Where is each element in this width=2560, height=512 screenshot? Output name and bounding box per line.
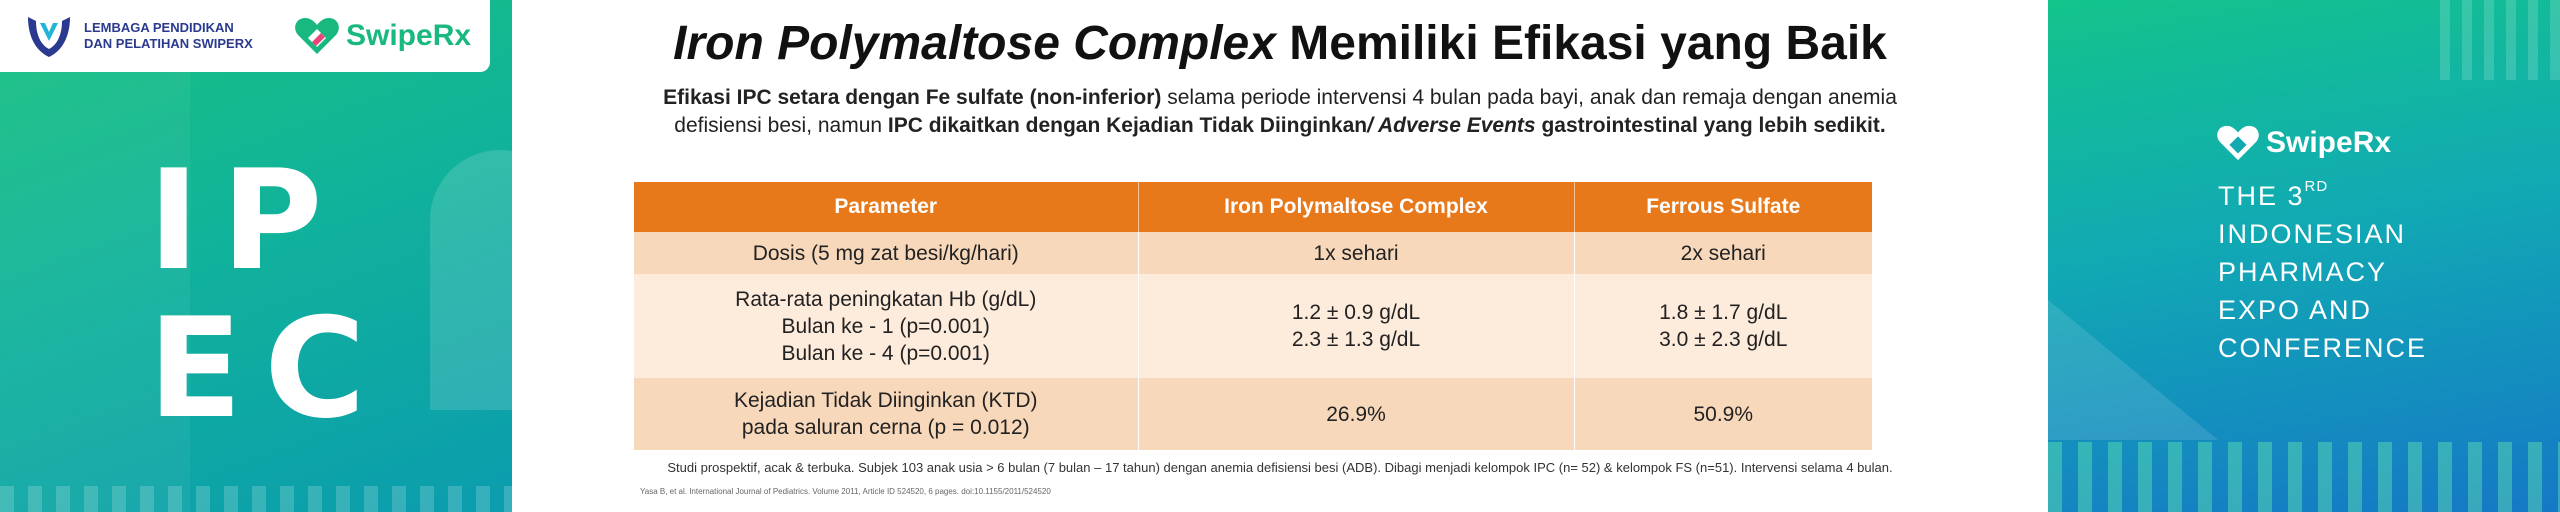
cell-param-ktd — [634, 378, 1138, 450]
cell-text: Bulan ke - 1 (p=0.001) — [781, 314, 990, 338]
cell-text: 1x sehari — [1313, 241, 1399, 265]
cell-ipc-ktd — [1138, 378, 1574, 450]
summary-bold-3: IPC dikaitkan dengan Kejadian Tidak Diinginkan — [887, 114, 1368, 137]
expo-line-3: PHARMACY — [2218, 257, 2388, 287]
citation-reference: Yasa B, et al. International Journal of Pediatrics. Volume 2011, Article ID 524520, 6 pages. doi:10.1155/2011/524520 — [640, 487, 1051, 496]
expo-title — [2218, 172, 2427, 367]
decorative-stripes — [2440, 0, 2560, 80]
expo-line-1-main: THE 3 — [2218, 181, 2305, 211]
table-row — [634, 274, 1872, 378]
swiperx-wordmark: SwipeRx — [346, 19, 472, 52]
cell-text: Rata-rata peningkatan Hb (g/dL) — [735, 287, 1037, 311]
cell-text: 26.9% — [1326, 402, 1386, 426]
lpp-logo — [22, 13, 254, 59]
lpp-emblem-icon — [22, 13, 76, 59]
cell-text: 1.2 ± 0.9 g/dL — [1291, 301, 1421, 324]
title-rest: Memiliki Efikasi yang Baik — [1275, 17, 1887, 70]
lpp-text-line-1: LEMBAGA PENDIDIKAN — [84, 20, 234, 35]
cell-param-hb — [634, 274, 1138, 378]
table-row — [634, 378, 1872, 450]
cell-text: 3.0 ± 2.3 g/dL — [1659, 328, 1788, 351]
cell-ipc-hb — [1138, 274, 1574, 378]
summary-paragraph — [662, 84, 1898, 140]
cell-text: 50.9% — [1693, 402, 1754, 426]
logo-bar — [0, 0, 490, 72]
cell-text: 2x sehari — [1680, 241, 1766, 265]
summary-bold-italic-4: / Adverse Events — [1367, 114, 1536, 137]
expo-line-2: INDONESIAN — [2218, 219, 2407, 249]
summary-bold-5: gastrointestinal yang lebih sedikit. — [1535, 114, 1886, 137]
cell-text: Kejadian Tidak Diinginkan (KTD) — [734, 389, 1038, 412]
comparison-table — [634, 182, 1872, 450]
main-content — [512, 0, 2048, 512]
study-footnote: Studi prospektif, acak & terbuka. Subjek 103 anak usia > 6 bulan (7 bulan – 17 tahun) dengan anemia defisiensi besi (ADB). Dibagi menjadi kelompok IPC (n= 52) & kelompok FS (n=51). Intervensi selama 4 bulan. — [667, 460, 1893, 475]
left-brand-panel — [0, 0, 512, 512]
summary-bold-1: Efikasi IPC setara dengan Fe sulfate (non-inferior) — [663, 86, 1162, 109]
cell-text: 1.8 ± 1.7 g/dL — [1659, 301, 1788, 324]
expo-line-1-sup: RD — [2304, 178, 2329, 195]
expo-line-1 — [2218, 172, 2427, 215]
cell-text: pada saluran cerna (p = 0.012) — [741, 416, 1030, 439]
ipec-big-letters — [148, 140, 388, 449]
swiperx-heart-icon — [2216, 124, 2260, 162]
cell-text: Bulan ke - 4 (p=0.001) — [781, 341, 990, 365]
decorative-stripes — [2048, 442, 2560, 512]
cell-param-dose — [634, 232, 1138, 274]
swiperx-logo-right — [2216, 124, 2391, 162]
swiperx-logo-top — [294, 16, 471, 56]
cell-fs-hb — [1574, 274, 1872, 378]
header-ipc: Iron Polymaltose Complex — [1138, 182, 1574, 232]
ipec-line-1: IP — [148, 140, 345, 301]
page-title — [512, 14, 2048, 74]
cell-text: 2.3 ± 1.3 g/dL — [1291, 328, 1421, 351]
title-italic-part: Iron Polymaltose Complex — [673, 17, 1276, 70]
decorative-arch — [430, 150, 512, 410]
header-fs: Ferrous Sulfate — [1574, 182, 1872, 232]
cell-ipc-dose — [1138, 232, 1574, 274]
cell-text: Dosis (5 mg zat besi/kg/hari) — [752, 241, 1019, 265]
right-brand-panel — [2048, 0, 2560, 512]
lpp-logo-text — [84, 20, 254, 52]
lpp-text-line-2: DAN PELATIHAN SWIPERX — [84, 36, 253, 51]
ipec-line-2: EC — [148, 288, 388, 449]
cell-fs-dose — [1574, 232, 1872, 274]
decorative-triangle — [2048, 300, 2218, 440]
cell-fs-ktd — [1574, 378, 1872, 450]
table-row — [634, 232, 1872, 274]
summary-text-2: selama periode intervensi 4 bulan pada bayi, anak dan remaja dengan anemia defisiensi besi, namun — [674, 86, 1897, 137]
decorative-stripes — [0, 486, 512, 512]
swiperx-heart-icon — [294, 16, 340, 56]
header-parameter: Parameter — [634, 182, 1138, 232]
table-header-row — [634, 182, 1872, 232]
expo-line-5: CONFERENCE — [2218, 333, 2428, 363]
expo-line-4: EXPO AND — [2218, 295, 2373, 325]
swiperx-wordmark: SwipeRx — [2266, 126, 2392, 159]
